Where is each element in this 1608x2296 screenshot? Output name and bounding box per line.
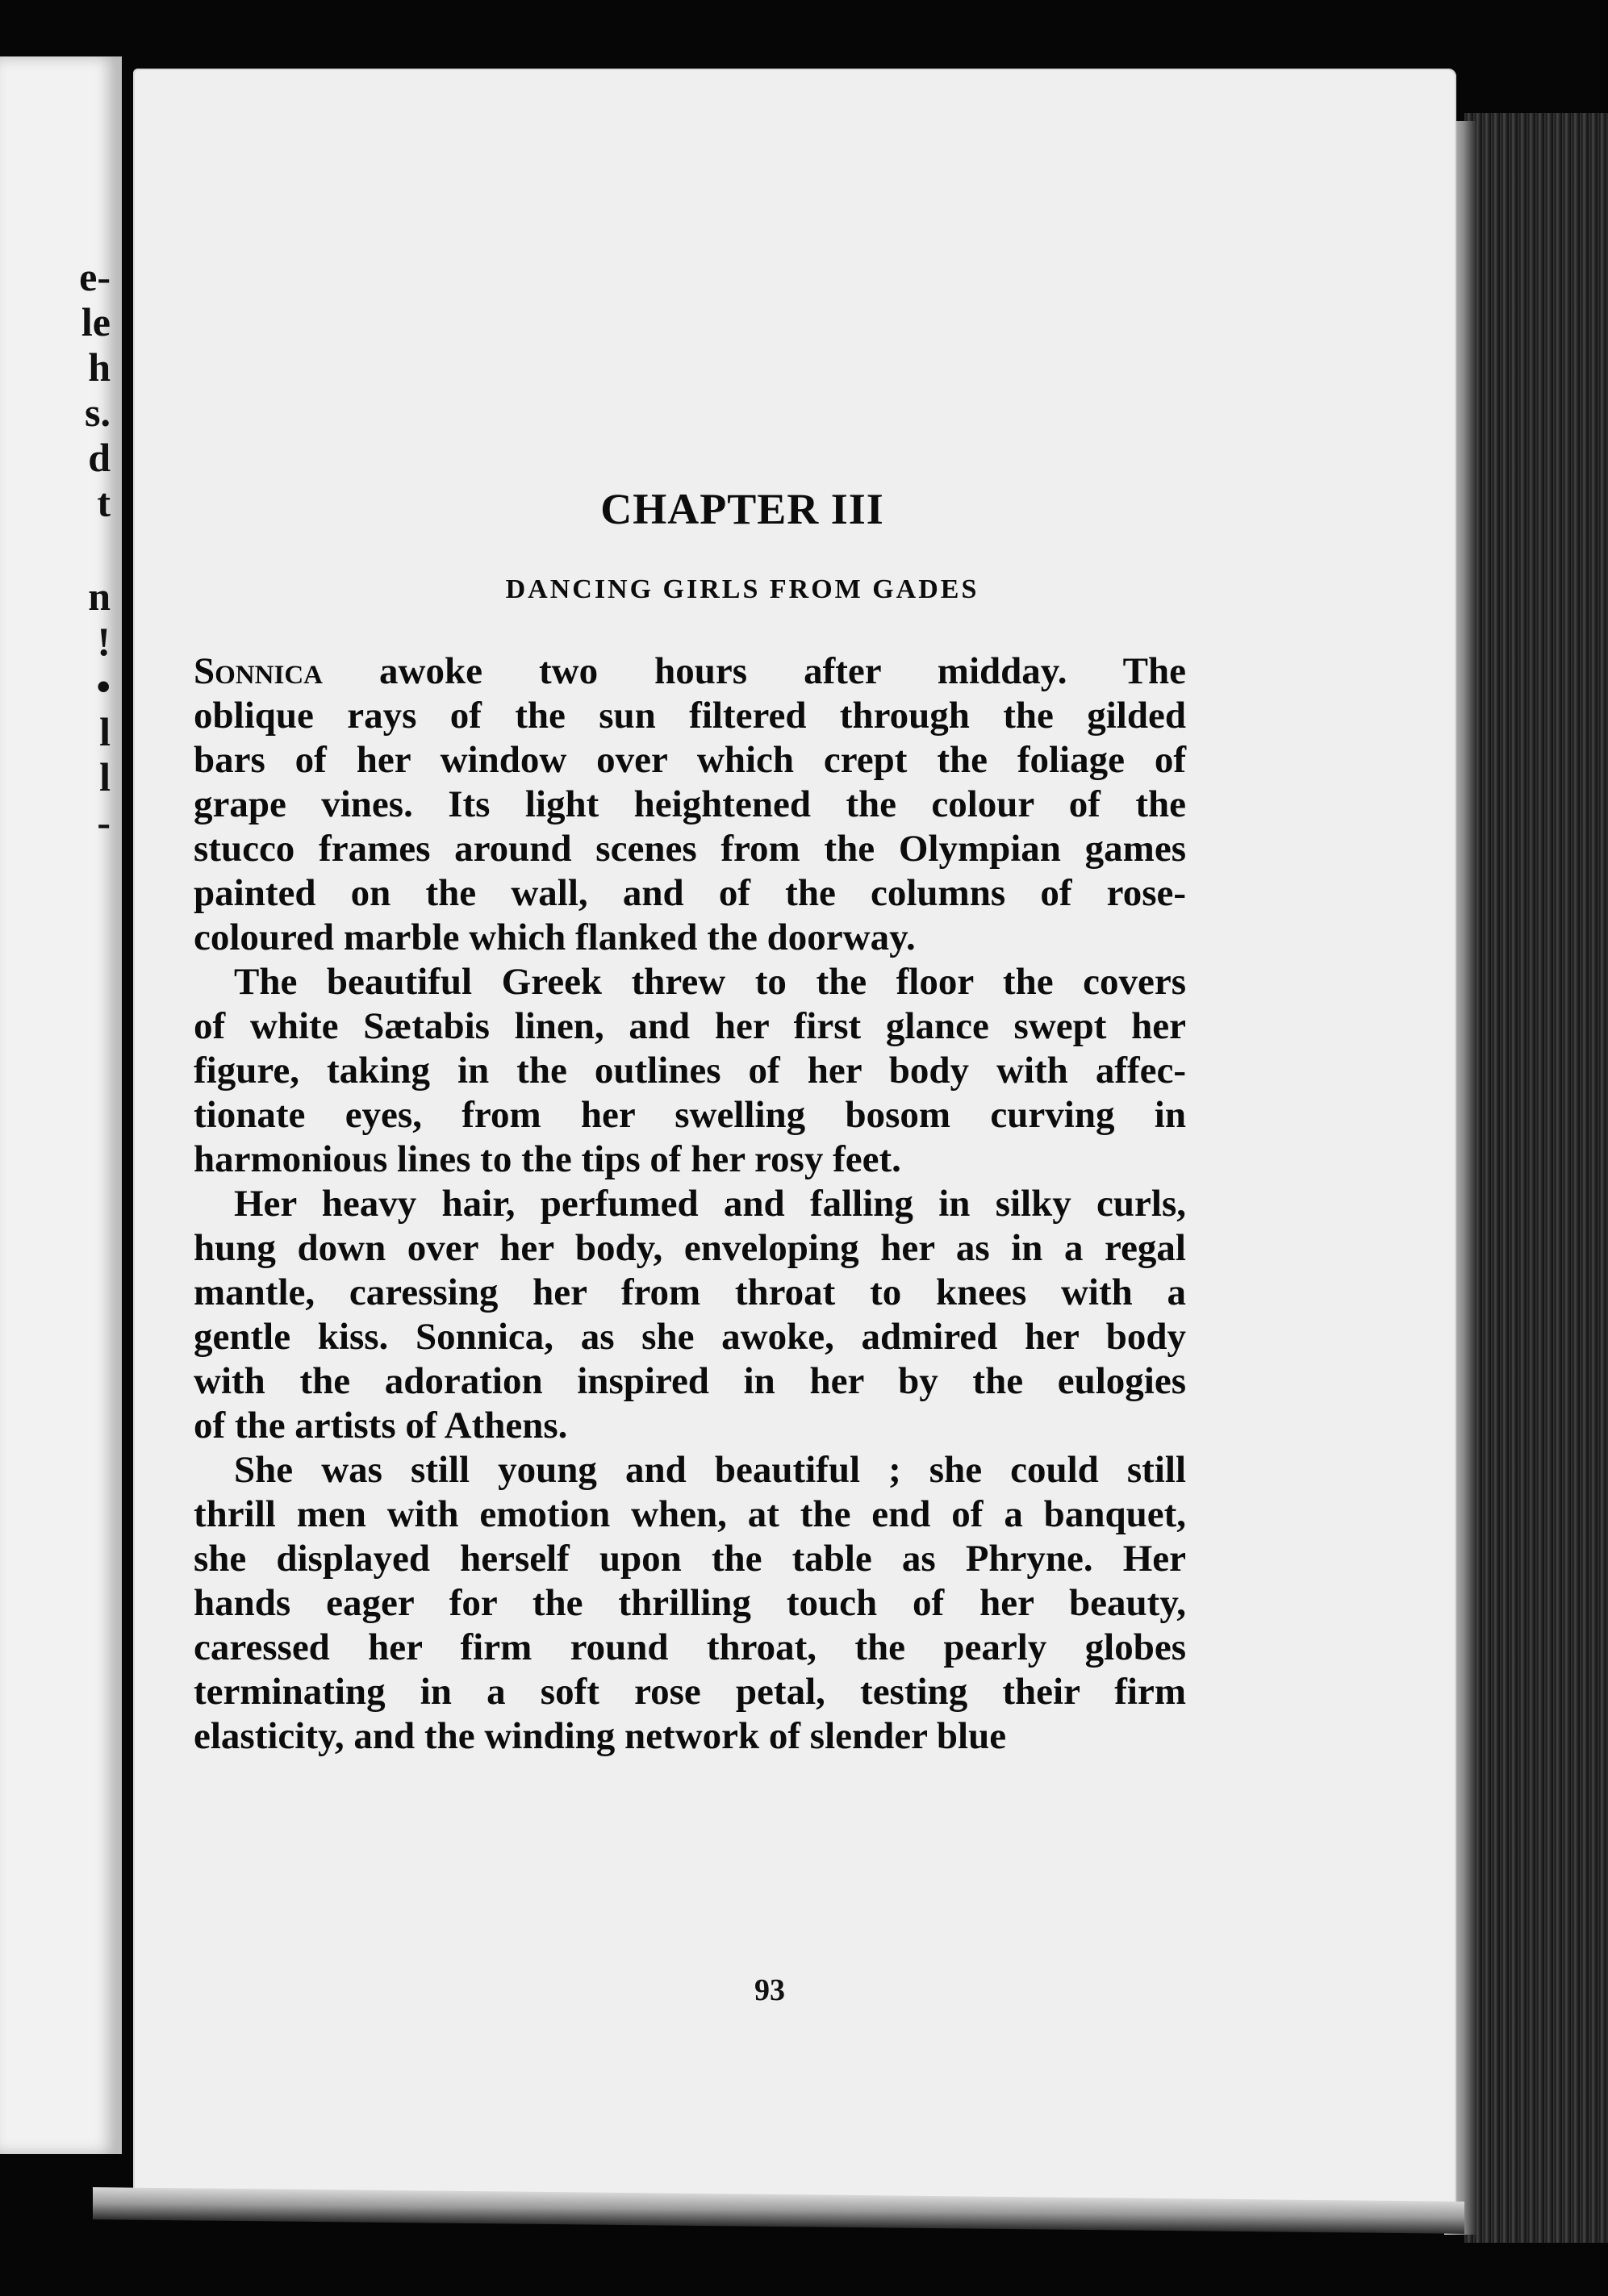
left-fragment: l bbox=[99, 709, 111, 754]
text-line: grape vines. Its light heightened the colour of the bbox=[194, 783, 1186, 825]
chapter-subtitle: DANCING GIRLS FROM GADES bbox=[505, 574, 979, 604]
page-number: 93 bbox=[754, 1973, 785, 2007]
text-line: coloured marble which flanked the doorway. bbox=[194, 916, 916, 958]
text-line: tionate eyes, from her swelling bosom curving in bbox=[194, 1094, 1186, 1136]
text-line: of the artists of Athens. bbox=[194, 1405, 568, 1446]
paragraph-3 bbox=[194, 1182, 1186, 1448]
left-fragment: l bbox=[99, 754, 111, 799]
text-line: bars of her window over which crept the foliage of bbox=[194, 739, 1186, 781]
text-line: harmonious lines to the tips of her rosy feet. bbox=[194, 1138, 901, 1180]
text-line: painted on the wall, and of the columns of rose- bbox=[194, 872, 1186, 914]
text-line: Her heavy hair, perfumed and falling in silky curls, bbox=[234, 1183, 1186, 1225]
text-line: figure, taking in the outlines of her body with affec- bbox=[194, 1050, 1186, 1092]
text-line: stucco frames around scenes from the Olympian games bbox=[194, 828, 1186, 870]
left-fragment: h bbox=[88, 344, 111, 390]
page-text bbox=[194, 484, 1186, 1759]
text-line: thrill men with emotion when, at the end of a banquet, bbox=[194, 1493, 1186, 1535]
left-fragment: t bbox=[97, 480, 111, 525]
left-fragment: n bbox=[88, 574, 111, 619]
text-line: Sonnica awoke two hours after midday. The bbox=[194, 650, 1186, 692]
text-line: mantle, caressing her from throat to knees with a bbox=[194, 1271, 1186, 1313]
chapter-title: CHAPTER III bbox=[600, 485, 884, 533]
left-page-text-fragments bbox=[79, 254, 111, 845]
text-line: she displayed herself upon the table as Phryne. Her bbox=[194, 1538, 1186, 1580]
text-line: elasticity, and the winding network of slender blue bbox=[194, 1715, 1007, 1757]
text-line: The beautiful Greek threw to the floor the covers bbox=[234, 961, 1186, 1003]
text-line: of white Sætabis linen, and her first glance swept her bbox=[194, 1005, 1186, 1047]
left-fragment: d bbox=[88, 435, 111, 480]
left-fragment: le bbox=[81, 299, 111, 344]
left-fragment: s. bbox=[85, 390, 111, 435]
paragraph-4 bbox=[194, 1448, 1186, 1759]
left-fragment: ! bbox=[97, 619, 111, 664]
text-line: oblique rays of the sun filtered through the gilded bbox=[194, 695, 1186, 737]
text-line: with the adoration inspired in her by the eulogies bbox=[194, 1360, 1186, 1402]
text-line: hung down over her body, enveloping her as in a regal bbox=[194, 1227, 1186, 1269]
left-fragment: e- bbox=[79, 254, 111, 299]
left-fragment: - bbox=[97, 799, 111, 845]
text-line: She was still young and beautiful ; she could still bbox=[234, 1449, 1186, 1491]
left-fragment: • bbox=[96, 664, 111, 709]
book-spine bbox=[1464, 113, 1608, 2243]
book-page bbox=[133, 69, 1456, 2215]
text-line: gentle kiss. Sonnica, as she awoke, admired her body bbox=[194, 1316, 1186, 1358]
text-line: terminating in a soft rose petal, testing their firm bbox=[194, 1671, 1186, 1713]
text-line: hands eager for the thrilling touch of her beauty, bbox=[194, 1582, 1186, 1624]
paragraph-2 bbox=[194, 960, 1186, 1182]
paragraph-1 bbox=[194, 649, 1186, 960]
left-page-edge bbox=[0, 56, 122, 2154]
text-line: caressed her firm round throat, the pearly globes bbox=[194, 1626, 1186, 1668]
